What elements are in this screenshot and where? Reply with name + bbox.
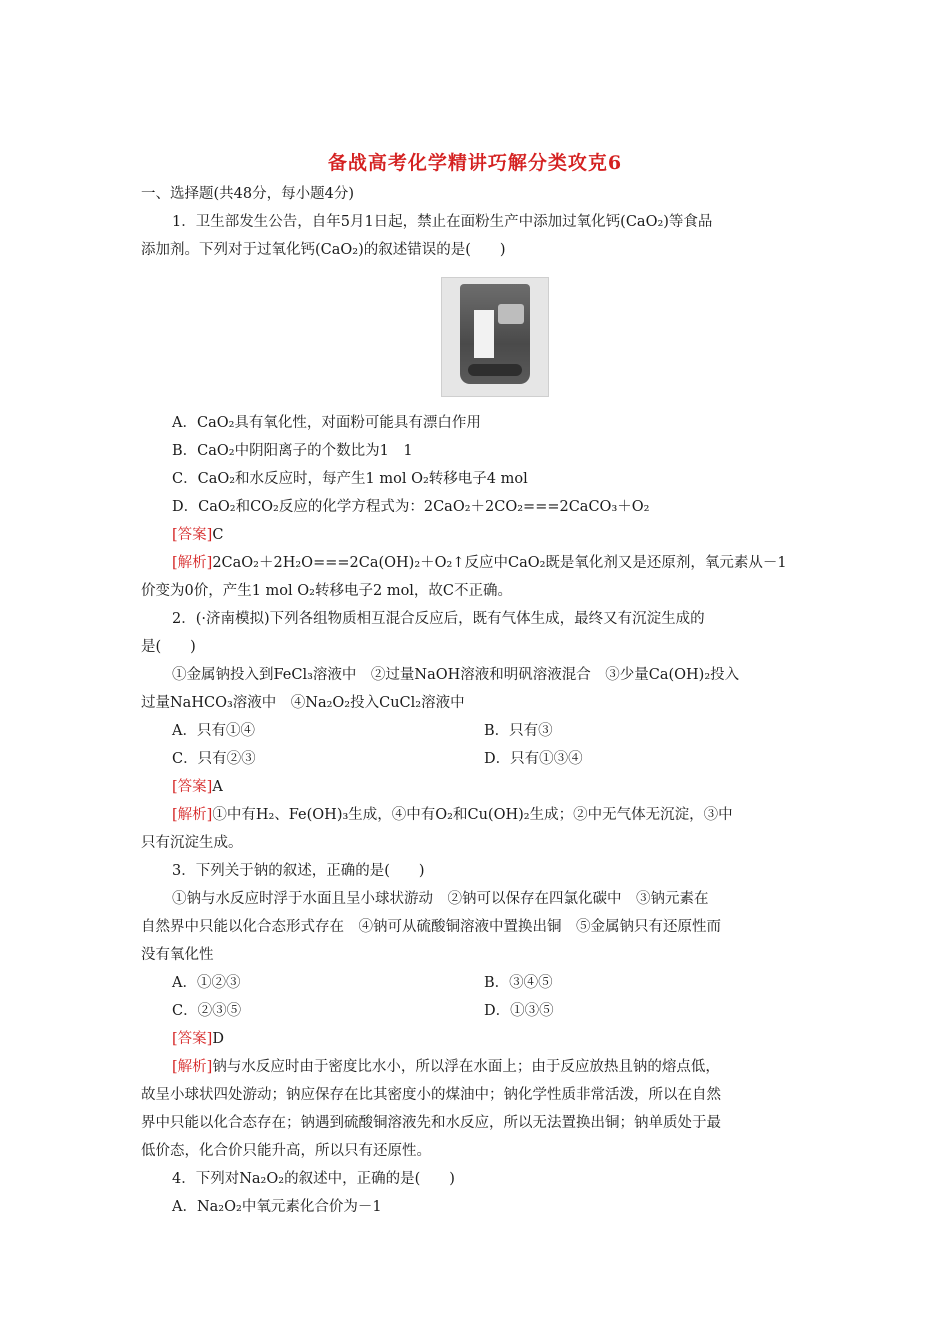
analysis-text: ①中有H₂、Fe(OH)₃生成，④中有O₂和Cu(OH)₂生成；②中无气体无沉淀，③中 bbox=[212, 807, 733, 823]
q2-option-b: B．只有③ bbox=[484, 723, 553, 739]
q3-analysis-line4: 低价态，化合价只能升高，所以只有还原性。 bbox=[141, 1143, 431, 1159]
q1-option-c: C．CaO₂和水反应时，每产生1 mol O₂转移电子4 mol bbox=[172, 471, 528, 487]
q3-stem-line3: 自然界中只能以化合态形式存在 ④钠可从硫酸铜溶液中置换出铜 ⑤金属钠只有还原性而 bbox=[141, 919, 721, 935]
q3-stem-line1: 3．下列关于钠的叙述，正确的是( ) bbox=[172, 863, 425, 879]
q3-stem-line2: ①钠与水反应时浮于水面且呈小球状游动 ②钠可以保存在四氯化碳中 ③钠元素在 bbox=[172, 891, 709, 907]
answer-value: A bbox=[212, 779, 223, 795]
q1-stem-line2: 添加剂。下列对于过氧化钙(CaO₂)的叙述错误的是( ) bbox=[141, 242, 506, 258]
answer-tag: [答案] bbox=[172, 1031, 213, 1047]
q1-option-d: D．CaO₂和CO₂反应的化学方程式为：2CaO₂＋2CO₂===2CaCO₃＋O₂ bbox=[172, 499, 650, 515]
q1-option-a: A．CaO₂具有氧化性，对面粉可能具有漂白作用 bbox=[172, 415, 481, 431]
q3-analysis-line3: 界中只能以化合态存在；钠遇到硫酸铜溶液先和水反应，所以无法置换出铜；钠单质处于最 bbox=[141, 1115, 721, 1131]
q2-stem-line3: ①金属钠投入到FeCl₃溶液中 ②过量NaOH溶液和明矾溶液混合 ③少量Ca(OH)₂投入 bbox=[172, 667, 740, 683]
q1-answer bbox=[172, 525, 842, 545]
page-title: 备战高考化学精讲巧解分类攻克6 bbox=[327, 152, 623, 174]
analysis-tag: [解析] bbox=[172, 1059, 213, 1075]
analysis-text: 钠与水反应时由于密度比水小，所以浮在水面上；由于反应放热且钠的熔点低， bbox=[212, 1059, 720, 1075]
q3-option-a: A．①②③ bbox=[172, 975, 241, 991]
q4-stem-line1: 4．下列对Na₂O₂的叙述中，正确的是( ) bbox=[172, 1171, 455, 1187]
bag-graphic bbox=[498, 304, 524, 324]
q2-analysis-line2: 只有沉淀生成。 bbox=[141, 835, 243, 851]
q2-stem-line4: 过量NaHCO₃溶液中 ④Na₂O₂投入CuCl₂溶液中 bbox=[141, 695, 465, 711]
q4-option-a: A．Na₂O₂中氧元素化合价为－1 bbox=[172, 1199, 382, 1215]
q2-stem-line1: 2．(·济南模拟)下列各组物质相互混合反应后，既有气体生成，最终又有沉淀生成的 bbox=[172, 611, 705, 627]
q2-answer bbox=[172, 777, 842, 797]
product-photo bbox=[441, 277, 549, 397]
q1-stem-line1: 1．卫生部发生公告，自年5月1日起，禁止在面粉生产中添加过氧化钙(CaO₂)等食品 bbox=[172, 214, 713, 230]
answer-tag: [答案] bbox=[172, 527, 213, 543]
bag-base bbox=[468, 364, 522, 376]
q3-option-d: D．①③⑤ bbox=[484, 1003, 554, 1019]
q3-option-b: B．③④⑤ bbox=[484, 975, 553, 991]
q2-option-c: C．只有②③ bbox=[172, 751, 256, 767]
q3-stem-line4: 没有氧化性 bbox=[141, 947, 214, 963]
q3-option-c: C．②③⑤ bbox=[172, 1003, 242, 1019]
answer-value: D bbox=[212, 1031, 224, 1047]
q1-option-b: B．CaO₂中阴阳离子的个数比为1 1 bbox=[172, 443, 413, 459]
analysis-tag: [解析] bbox=[172, 555, 213, 571]
q1-analysis-line1 bbox=[172, 553, 842, 573]
analysis-text: 2CaO₂＋2H₂O===2Ca(OH)₂＋O₂↑反应中CaO₂既是氧化剂又是还原剂，氧元素从－1 bbox=[212, 555, 787, 571]
analysis-tag: [解析] bbox=[172, 807, 213, 823]
answer-tag: [答案] bbox=[172, 779, 213, 795]
q3-analysis-line2: 故呈小球状四处游动；钠应保存在比其密度小的煤油中；钠化学性质非常活泼，所以在自然 bbox=[141, 1087, 721, 1103]
q3-analysis-line1 bbox=[172, 1057, 842, 1077]
q3-answer bbox=[172, 1029, 842, 1049]
q2-stem-line2: 是( ) bbox=[141, 639, 196, 655]
q2-analysis-line1 bbox=[172, 805, 842, 825]
q2-option-a: A．只有①④ bbox=[172, 723, 255, 739]
q1-analysis-line2: 价变为0价，产生1 mol O₂转移电子2 mol，故C不正确。 bbox=[141, 583, 513, 599]
q2-option-d: D．只有①③④ bbox=[484, 751, 583, 767]
bag-label bbox=[474, 310, 494, 358]
flour-whitener-bag-image bbox=[460, 284, 530, 384]
answer-value: C bbox=[212, 527, 224, 543]
section-heading: 一、选择题(共48分，每小题4分) bbox=[141, 186, 354, 202]
